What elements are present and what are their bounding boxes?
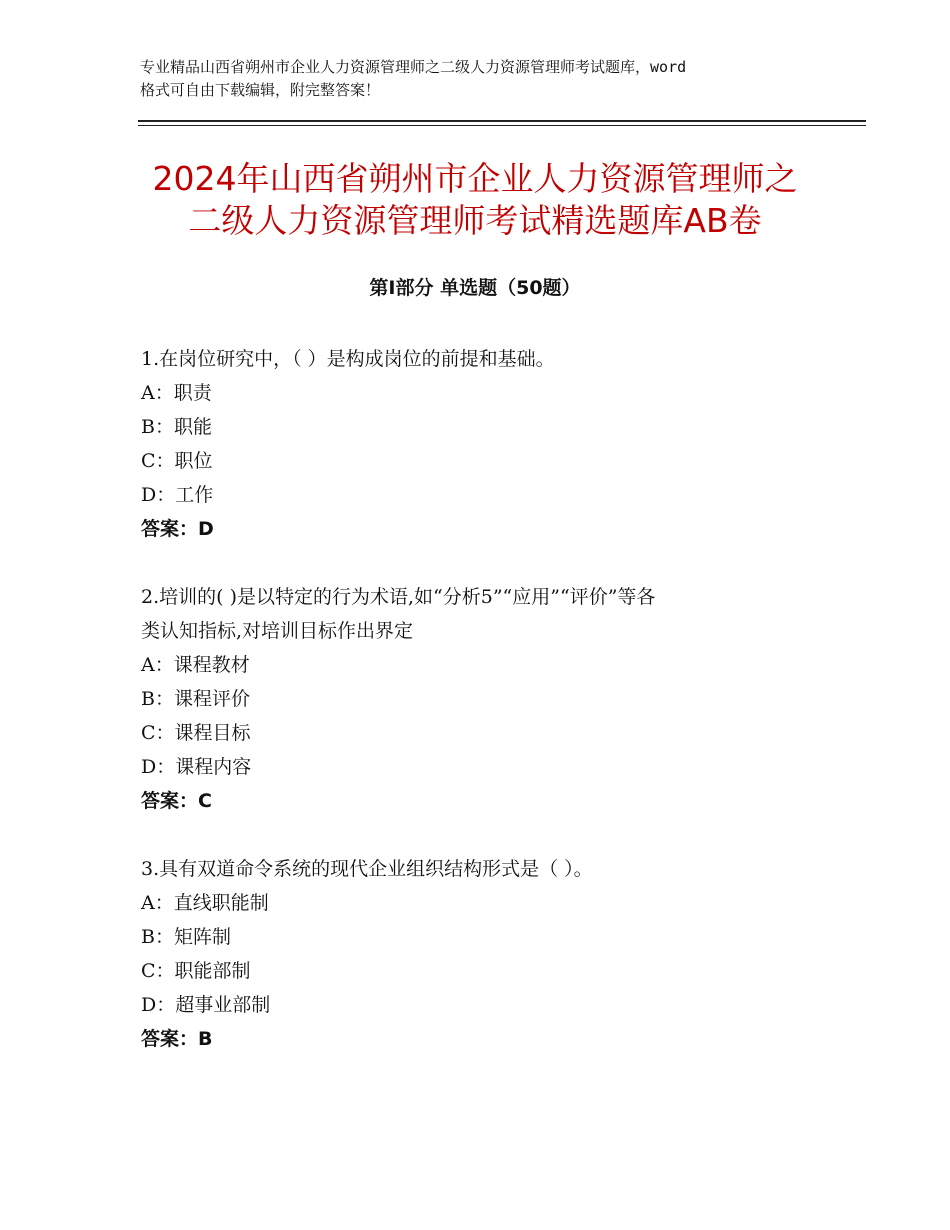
header-divider bbox=[138, 120, 866, 122]
answer-line: 答案：C bbox=[141, 790, 212, 812]
option-b: B：职能 bbox=[141, 416, 212, 438]
section-heading: 第Ⅰ部分 单选题（50题） bbox=[369, 277, 581, 299]
option-a: A：职责 bbox=[141, 382, 212, 404]
document-title-line: 二级人力资源管理师考试精选题库AB卷 bbox=[188, 201, 762, 240]
question-stem bbox=[141, 342, 806, 376]
option-c: C：课程目标 bbox=[141, 722, 251, 744]
option-a: A：直线职能制 bbox=[141, 892, 269, 914]
question-stem-line: 2.培训的( )是以特定的行为术语,如“分析5”“应用”“评价”等各 bbox=[141, 586, 656, 608]
question-item bbox=[141, 342, 821, 546]
option-b: B：矩阵制 bbox=[141, 926, 231, 948]
question-stem bbox=[141, 852, 806, 886]
question-stem-line: 1.在岗位研究中，（ ）是构成岗位的前提和基础。 bbox=[141, 348, 555, 370]
answer-line: 答案：D bbox=[141, 518, 214, 540]
answer-line: 答案：B bbox=[141, 1028, 213, 1050]
header-note-line: 专业精品山西省朔州市企业人力资源管理师之二级人力资源管理师考试题库，word bbox=[140, 58, 687, 76]
option-c: C：职能部制 bbox=[141, 960, 251, 982]
option-d: D：工作 bbox=[141, 484, 214, 506]
option-c: C：职位 bbox=[141, 450, 213, 472]
question-item bbox=[141, 852, 821, 1056]
header-note bbox=[140, 56, 820, 102]
question-list bbox=[141, 342, 821, 1090]
header-divider-thin bbox=[138, 125, 866, 126]
document-title-line: 2024年山西省朔州市企业人力资源管理师之 bbox=[152, 159, 798, 198]
question-stem bbox=[141, 580, 806, 648]
header-note-line: 格式可自由下载编辑，附完整答案！ bbox=[140, 81, 381, 99]
question-stem-line: 3.具有双道命令系统的现代企业组织结构形式是（ ）。 bbox=[141, 858, 593, 880]
question-item bbox=[141, 580, 821, 818]
option-a: A：课程教材 bbox=[141, 654, 250, 676]
document-title bbox=[100, 158, 850, 242]
question-stem-line: 类认知指标,对培训目标作出界定 bbox=[141, 620, 414, 642]
option-d: D：超事业部制 bbox=[141, 994, 271, 1016]
option-b: B：课程评价 bbox=[141, 688, 250, 710]
option-d: D：课程内容 bbox=[141, 756, 252, 778]
